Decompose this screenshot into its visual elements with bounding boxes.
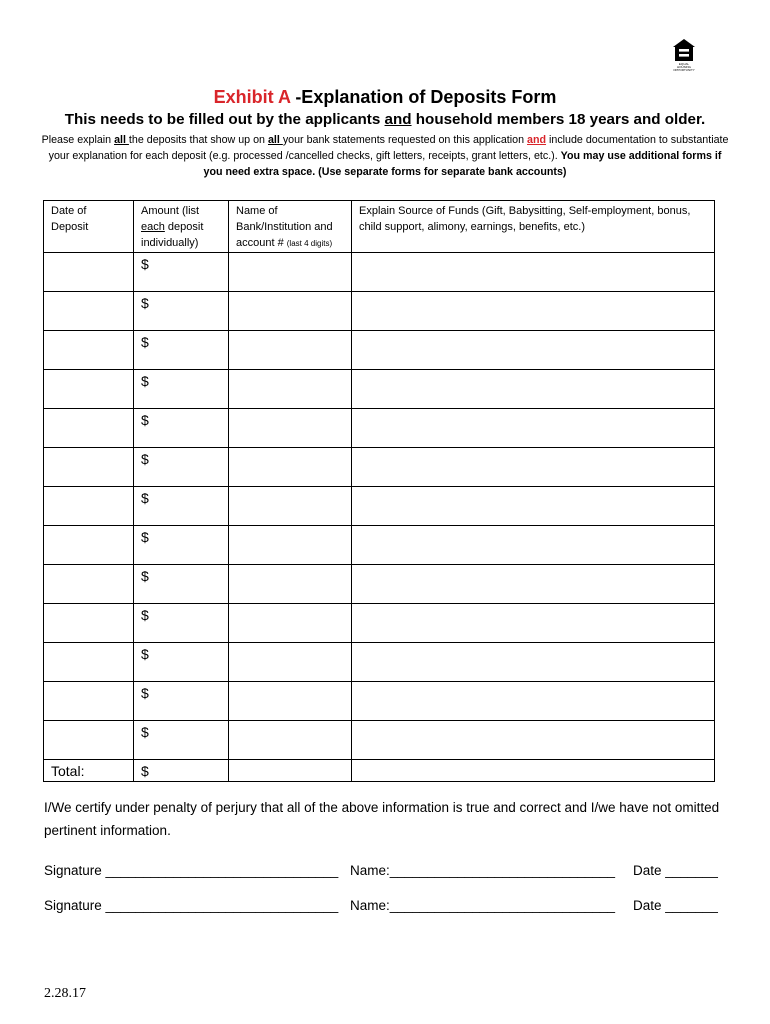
source-explanation-cell[interactable] bbox=[352, 409, 715, 448]
name-field[interactable]: Name:______________________________ bbox=[350, 863, 616, 878]
source-explanation-cell[interactable] bbox=[352, 526, 715, 565]
source-explanation-cell[interactable] bbox=[352, 487, 715, 526]
deposit-amount-cell[interactable]: $ bbox=[134, 370, 229, 409]
deposit-amount-cell[interactable]: $ bbox=[134, 253, 229, 292]
header-bank-text: Name of Bank/Institution and account # bbox=[236, 205, 333, 249]
source-explanation-cell[interactable] bbox=[352, 721, 715, 760]
deposit-amount-cell[interactable]: $ bbox=[134, 448, 229, 487]
header-bank bbox=[229, 201, 352, 253]
deposit-date-cell[interactable] bbox=[44, 682, 134, 721]
deposit-amount-cell[interactable]: $ bbox=[134, 682, 229, 721]
signature-field[interactable]: Signature _______________________________ bbox=[44, 898, 339, 913]
source-explanation-cell[interactable] bbox=[352, 253, 715, 292]
deposit-amount-cell[interactable]: $ bbox=[134, 331, 229, 370]
deposit-date-cell[interactable] bbox=[44, 448, 134, 487]
source-explanation-cell[interactable] bbox=[352, 370, 715, 409]
instr-text-2: the deposits that show up on bbox=[128, 134, 268, 146]
bank-account-cell[interactable] bbox=[229, 643, 352, 682]
deposit-amount-cell[interactable]: $ bbox=[134, 487, 229, 526]
table-row bbox=[44, 409, 715, 448]
bank-account-cell[interactable] bbox=[229, 526, 352, 565]
source-explanation-cell[interactable] bbox=[352, 331, 715, 370]
date-field[interactable]: Date _______ bbox=[633, 898, 718, 913]
total-amount-cell[interactable]: $ bbox=[134, 760, 229, 782]
deposit-date-cell[interactable] bbox=[44, 487, 134, 526]
deposit-amount-cell[interactable]: $ bbox=[134, 526, 229, 565]
table-row bbox=[44, 682, 715, 721]
header-bank-small: (last 4 digits) bbox=[286, 239, 333, 248]
deposit-date-cell[interactable] bbox=[44, 565, 134, 604]
deposit-date-cell[interactable] bbox=[44, 370, 134, 409]
exhibit-label: Exhibit A bbox=[213, 87, 291, 107]
subtitle-underlined: and bbox=[384, 111, 412, 128]
signature-field[interactable]: Signature _______________________________ bbox=[44, 863, 339, 878]
table-row bbox=[44, 331, 715, 370]
source-explanation-cell[interactable] bbox=[352, 604, 715, 643]
instr-and: and bbox=[527, 134, 547, 146]
table-row bbox=[44, 604, 715, 643]
header-amount-pre: Amount (list bbox=[141, 205, 200, 217]
header-amount-post: deposit individually) bbox=[141, 221, 204, 249]
header-date: Date of Deposit bbox=[44, 201, 134, 253]
table-row bbox=[44, 721, 715, 760]
logo-caption: EQUAL HOUSING OPPORTUNITY bbox=[673, 62, 695, 72]
table-row bbox=[44, 565, 715, 604]
bank-account-cell[interactable] bbox=[229, 604, 352, 643]
instr-text-1: Please explain bbox=[41, 134, 115, 146]
equal-housing-logo bbox=[672, 38, 696, 72]
deposit-amount-cell[interactable]: $ bbox=[134, 409, 229, 448]
form-version: 2.28.17 bbox=[44, 986, 86, 1001]
table-row bbox=[44, 643, 715, 682]
table-row bbox=[44, 448, 715, 487]
instr-all-1: all bbox=[114, 134, 129, 146]
source-explanation-cell[interactable] bbox=[352, 643, 715, 682]
table-row bbox=[44, 526, 715, 565]
subtitle-part-1: This needs to be filled out by the applicants bbox=[64, 111, 385, 128]
name-field[interactable]: Name:______________________________ bbox=[350, 898, 616, 913]
deposit-amount-cell[interactable]: $ bbox=[134, 643, 229, 682]
title-text: -Explanation of Deposits Form bbox=[290, 87, 557, 107]
source-explanation-cell[interactable] bbox=[352, 565, 715, 604]
deposit-amount-cell[interactable]: $ bbox=[134, 604, 229, 643]
instr-all-2: all bbox=[267, 134, 283, 146]
bank-account-cell[interactable] bbox=[229, 292, 352, 331]
bank-account-cell[interactable] bbox=[229, 331, 352, 370]
bank-account-cell[interactable] bbox=[229, 253, 352, 292]
deposit-date-cell[interactable] bbox=[44, 253, 134, 292]
bank-account-cell[interactable] bbox=[229, 565, 352, 604]
source-explanation-cell[interactable] bbox=[352, 448, 715, 487]
deposit-date-cell[interactable] bbox=[44, 409, 134, 448]
bank-account-cell[interactable] bbox=[229, 682, 352, 721]
deposit-amount-cell[interactable]: $ bbox=[134, 292, 229, 331]
deposit-date-cell[interactable] bbox=[44, 604, 134, 643]
bank-account-cell[interactable] bbox=[229, 448, 352, 487]
table-header-row bbox=[44, 201, 715, 253]
bank-account-cell[interactable] bbox=[229, 409, 352, 448]
source-explanation-cell[interactable] bbox=[352, 682, 715, 721]
header-amount-each: each bbox=[141, 221, 165, 233]
total-source-cell bbox=[352, 760, 715, 782]
header-amount bbox=[134, 201, 229, 253]
header-source: Explain Source of Funds (Gift, Babysitting, Self-employment, bonus, child support, alimony, earnings, benefits, etc.) bbox=[352, 201, 715, 253]
date-field[interactable]: Date _______ bbox=[633, 863, 718, 878]
table-row bbox=[44, 487, 715, 526]
total-label: Total: bbox=[44, 760, 134, 782]
deposit-date-cell[interactable] bbox=[44, 526, 134, 565]
deposit-date-cell[interactable] bbox=[44, 331, 134, 370]
total-bank-cell bbox=[229, 760, 352, 782]
table-row bbox=[44, 292, 715, 331]
certification-text: I/We certify under penalty of perjury that all of the above information is true and correct and I/we have not omitted pertinent information. bbox=[44, 800, 720, 838]
table-row bbox=[44, 370, 715, 409]
deposit-date-cell[interactable] bbox=[44, 721, 134, 760]
equal-housing-icon bbox=[672, 38, 696, 62]
subtitle bbox=[0, 110, 770, 130]
instr-text-3: your bank statements requested on this application bbox=[282, 134, 528, 146]
table-row bbox=[44, 253, 715, 292]
subtitle-part-2: household members 18 years and older. bbox=[411, 111, 706, 128]
deposit-date-cell[interactable] bbox=[44, 643, 134, 682]
instr-text-4: include documentation to substantiate your explanation for each deposit (e.g. processed /cancelled checks, gift letters, receipts, grant letters, etc.). bbox=[48, 134, 729, 162]
page-title bbox=[0, 86, 770, 108]
instructions bbox=[40, 132, 730, 180]
instr-bold: You may use additional forms if you need extra space. (Use separate forms for separate bank accounts) bbox=[203, 150, 722, 178]
deposit-date-cell[interactable] bbox=[44, 292, 134, 331]
deposits-table bbox=[43, 200, 715, 782]
bank-account-cell[interactable] bbox=[229, 487, 352, 526]
total-row bbox=[44, 760, 715, 782]
bank-account-cell[interactable] bbox=[229, 370, 352, 409]
deposit-amount-cell[interactable]: $ bbox=[134, 565, 229, 604]
source-explanation-cell[interactable] bbox=[352, 292, 715, 331]
deposit-amount-cell[interactable]: $ bbox=[134, 721, 229, 760]
bank-account-cell[interactable] bbox=[229, 721, 352, 760]
